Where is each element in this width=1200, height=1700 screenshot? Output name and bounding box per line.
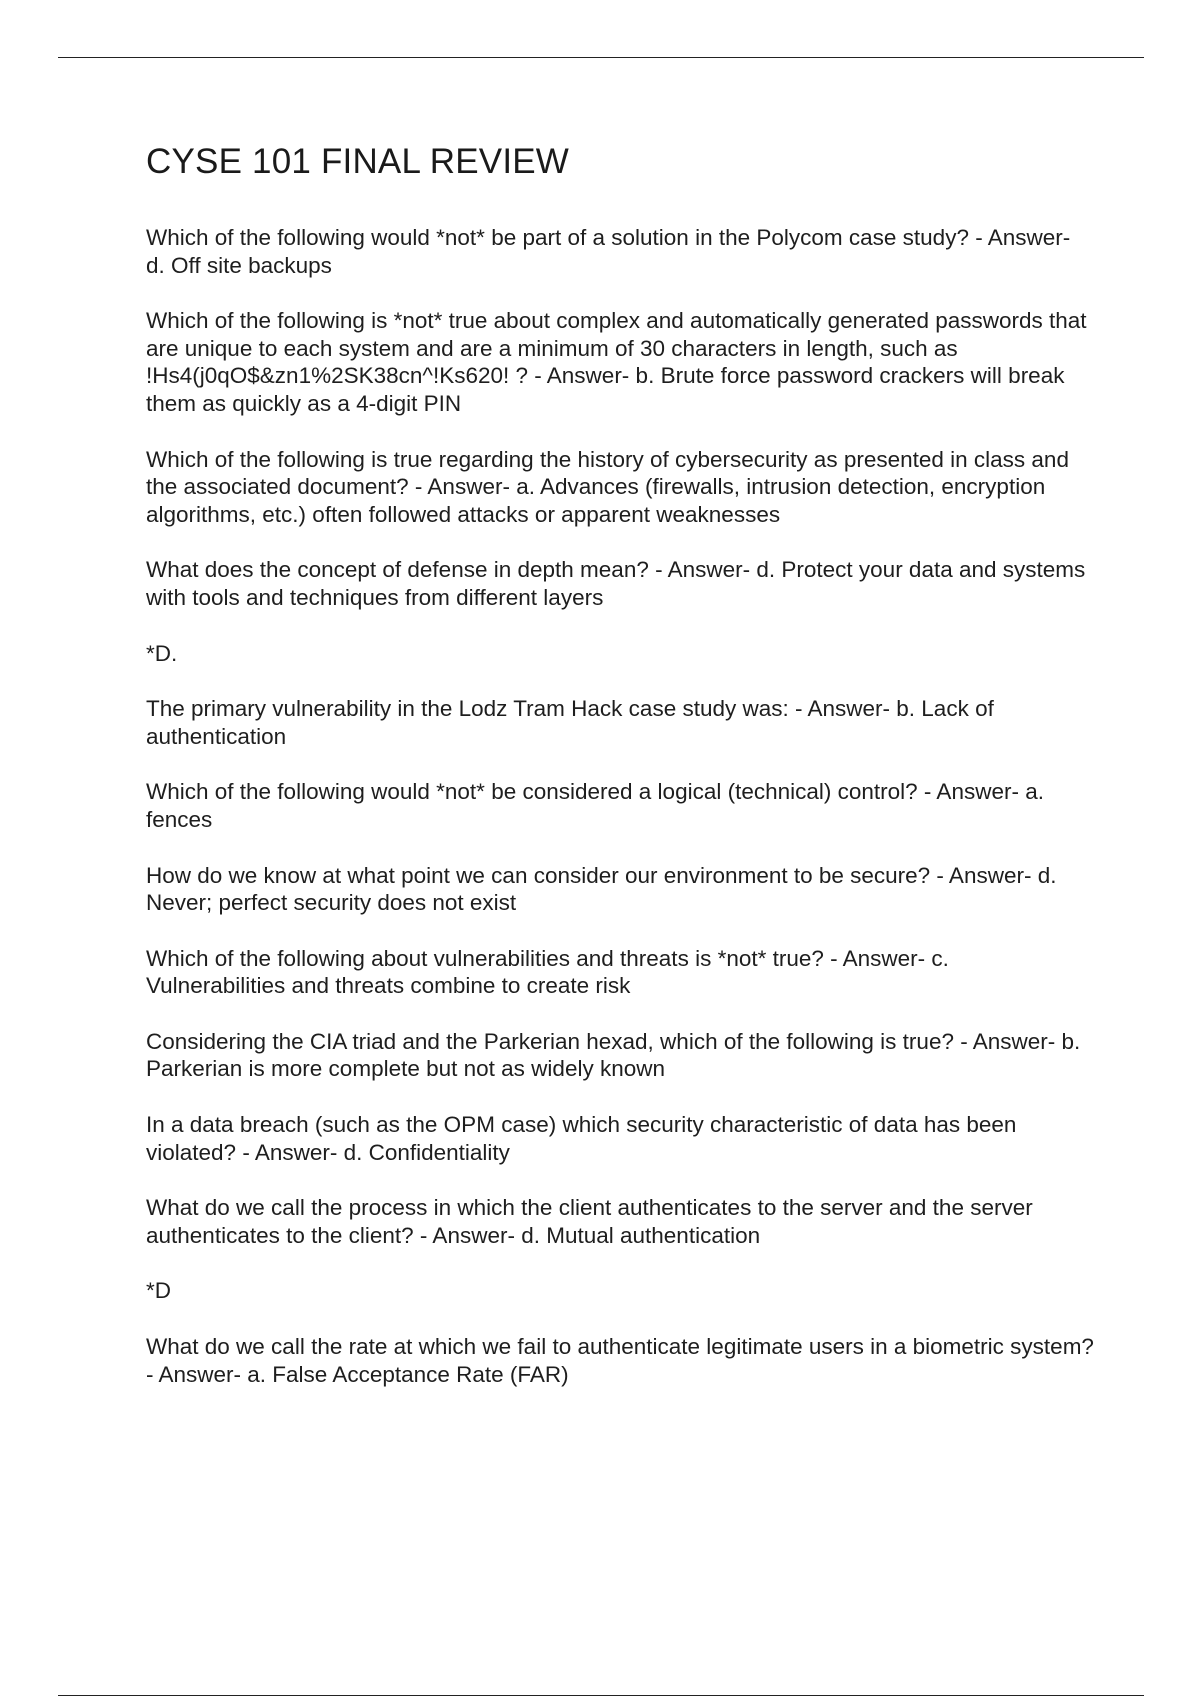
qa-entry-8: Which of the following about vulnerabilities and threats is *not* true? - Answer- c. Vulnerabilities and threats combine to create risk — [146, 945, 949, 999]
qa-entry-5: The primary vulnerability in the Lodz Tram Hack case study was: - Answer- b. Lack of authentication — [146, 696, 994, 749]
qa-entry-4: What does the concept of defense in depth mean? - Answer- d. Protect your data and systems with tools and techniques from different layers — [146, 557, 1086, 610]
document-title: CYSE 101 FINAL REVIEW — [146, 142, 570, 181]
document-body — [146, 140, 1094, 1416]
answer-marker-1: *D. — [146, 640, 178, 666]
answer-marker-2: *D — [146, 1278, 172, 1304]
qa-entry-12: What do we call the rate at which we fail to authenticate legitimate users in a biometric system? - Answer- a. False Acceptance Rate (FAR) — [146, 1334, 1094, 1387]
qa-entry-9: Considering the CIA triad and the Parkerian hexad, which of the following is true? - Answer- b. Parkerian is more complete but not as widely known — [146, 1028, 1081, 1082]
qa-entry-6: Which of the following would *not* be considered a logical (technical) control? - Answer- a. fences — [146, 779, 1044, 832]
qa-entry-2: Which of the following is *not* true about complex and automatically generated passwords that are unique to each system and are a minimum of 30 characters in length, such as !Hs4(j0qO$&zn1%2SK38cn^!Ks620! ? - Answer- b. Brute force password crackers will break them as quickly as a 4-digit PIN — [146, 308, 1087, 416]
qa-entry-11: What do we call the process in which the client authenticates to the server and the server authenticates to the client? - Answer- d. Mutual authentication — [146, 1195, 1033, 1248]
qa-entry-1: Which of the following would *not* be part of a solution in the Polycom case study? - Answer- d. Off site backups — [146, 225, 1071, 278]
footer-rule — [58, 1695, 1144, 1696]
qa-entry-3: Which of the following is true regarding the history of cybersecurity as presented in class and the associated document? - Answer- a. Advances (firewalls, intrusion detection, encryption algorithms, etc.) often followed attacks or apparent weaknesses — [146, 446, 1069, 527]
header-rule — [58, 57, 1144, 58]
qa-entry-7: How do we know at what point we can consider our environment to be secure? - Answer- d. Never; perfect security does not exist — [146, 862, 1057, 916]
qa-entry-10: In a data breach (such as the OPM case) which security characteristic of data has been violated? - Answer- d. Confidentiality — [146, 1112, 1017, 1165]
